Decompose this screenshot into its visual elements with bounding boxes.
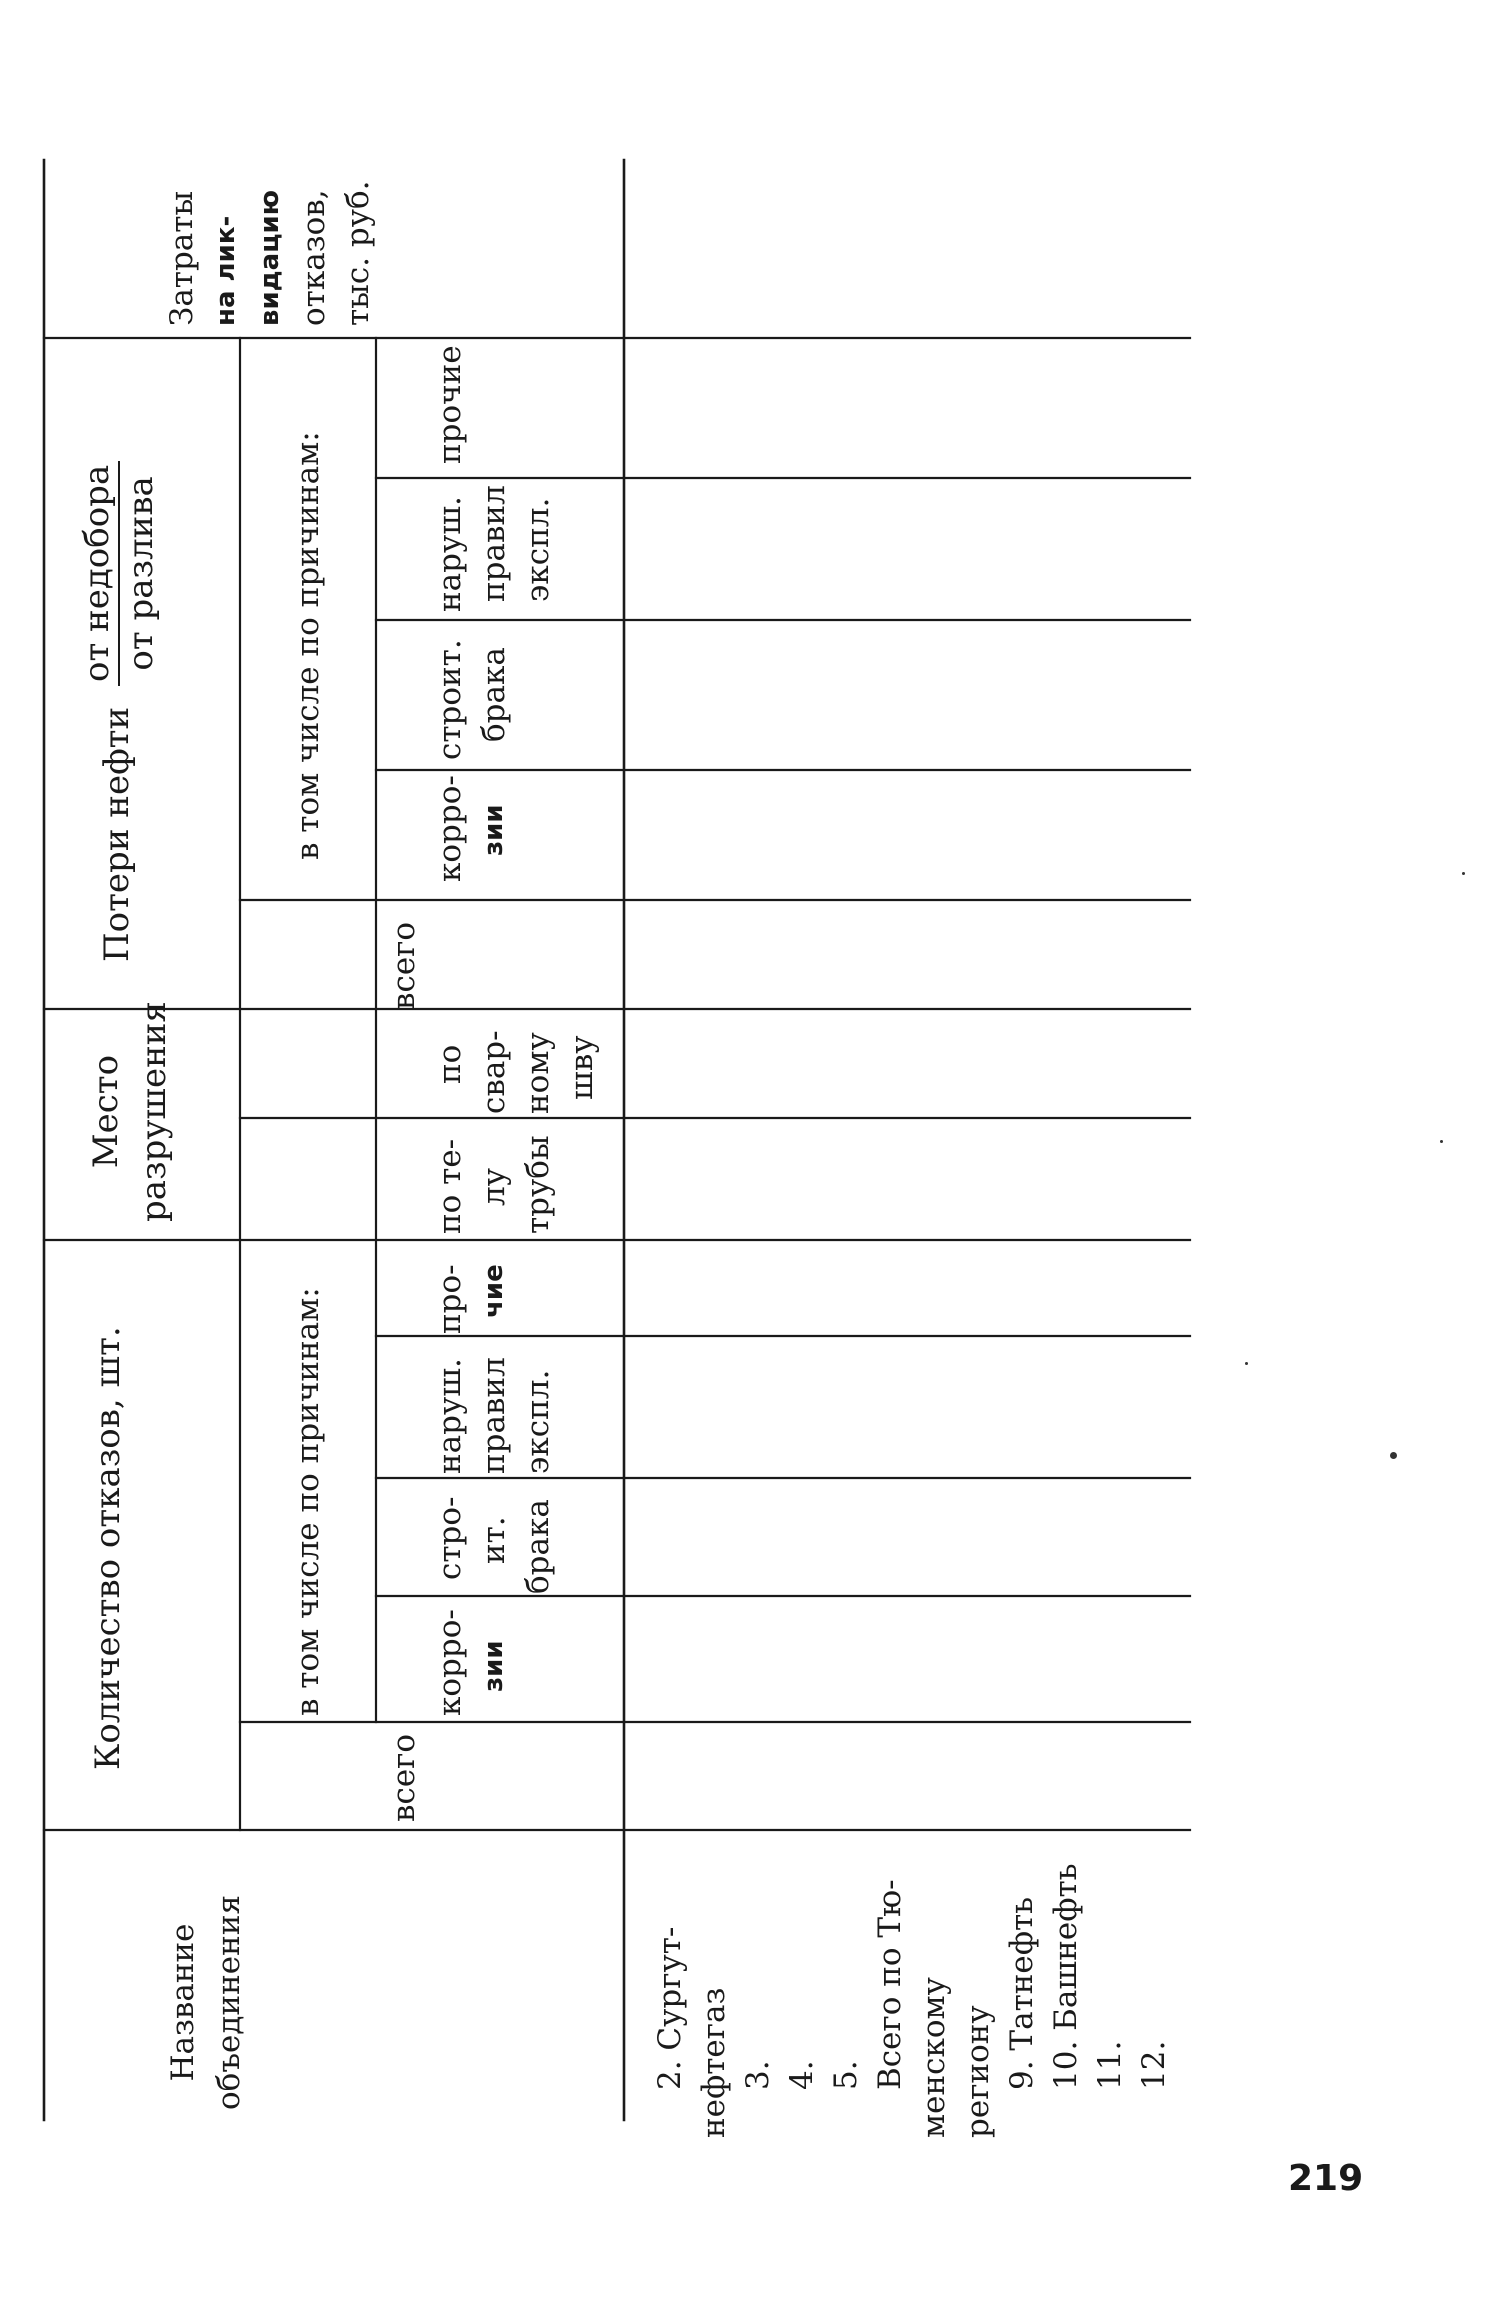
losses-fraction-top: от недобора [76, 461, 120, 686]
location-body-line2: лу [476, 1168, 512, 1206]
losses-title-text: Потери нефти [97, 706, 137, 962]
scan-speck [1390, 1452, 1397, 1459]
failures-title: Количество отказов, шт. [88, 1326, 128, 1770]
name-header-line2: объединения [211, 1894, 247, 2110]
location-body-line1: по те- [432, 1138, 468, 1234]
losses-corrosion-line1: корро- [432, 775, 468, 882]
costs-line3: видацию [255, 190, 285, 326]
losses-corrosion [428, 775, 516, 882]
failures-violation-line3: экспл. [520, 1369, 556, 1474]
location-weld-line2: свар- [476, 1030, 512, 1114]
failures-violation-line2: правил [476, 1357, 512, 1474]
losses-construction [428, 639, 516, 760]
row-line: региону [960, 2005, 996, 2138]
row-names [648, 1863, 1176, 2290]
costs-line5: тыс. руб. [340, 180, 376, 326]
row-line: 10. Башнефть [1048, 1863, 1084, 2090]
row-line: 11. [1092, 2040, 1128, 2090]
failures-other [428, 1264, 516, 1334]
failures-construction-line3: брака [520, 1499, 556, 1594]
failures-violation-line1: наруш. [432, 1358, 468, 1474]
location-title [82, 1001, 178, 1222]
location-body [428, 1135, 560, 1234]
scan-speck [1462, 872, 1465, 875]
losses-including: в том числе по причинам: [290, 431, 326, 860]
scan-speck [1440, 1140, 1443, 1143]
failures-including: в том числе по причинам: [290, 1287, 326, 1716]
location-weld-line1: по [432, 1044, 468, 1084]
costs-header [160, 181, 380, 327]
name-header [160, 1895, 252, 2110]
costs-line4: отказов, [296, 189, 332, 326]
losses-violation [428, 485, 560, 612]
costs-line1: Затраты [164, 190, 200, 326]
row-line: 12. [1136, 2040, 1172, 2090]
location-weld [428, 1030, 604, 1114]
losses-total: всего [386, 921, 422, 1010]
failures-construction [428, 1497, 560, 1595]
failures-violation [428, 1357, 560, 1474]
row-line: 2. Сургут- [652, 1926, 688, 2090]
row-line: 5. [828, 2060, 864, 2090]
name-header-line1: Название [165, 1923, 201, 2082]
failures-other-line1: про- [432, 1264, 468, 1334]
row-line: 4. [784, 2060, 820, 2090]
losses-fraction [76, 461, 162, 686]
losses-construction-line1: строит. [432, 639, 468, 760]
failures-total: всего [386, 1733, 422, 1822]
failures-corrosion-line2: зии [479, 1640, 509, 1692]
location-body-line3: трубы [520, 1135, 556, 1234]
losses-violation-line2: правил [476, 485, 512, 602]
losses-other: прочие [432, 345, 468, 464]
losses-fraction-bottom: от разлива [121, 476, 161, 671]
row-line: менскому [916, 1977, 952, 2138]
row-line: нефтегаз [696, 1987, 732, 2138]
failures-corrosion [428, 1609, 516, 1716]
failures-construction-line1: стро- [432, 1496, 468, 1580]
scan-speck [1245, 1362, 1248, 1365]
location-weld-line4: шву [564, 1035, 600, 1100]
costs-line2: на лик- [211, 215, 241, 326]
row-line: 3. [740, 2060, 776, 2090]
location-title-line1: Место [86, 1054, 126, 1169]
losses-violation-line3: экспл. [520, 497, 556, 602]
page-number: 219 [1288, 2158, 1364, 2199]
losses-corrosion-line2: зии [479, 804, 509, 856]
failures-other-line2: чие [479, 1264, 509, 1318]
row-line: 9. Татнефть [1004, 1896, 1040, 2090]
losses-construction-line2: брака [476, 647, 512, 742]
failures-construction-line2: ит. [476, 1516, 512, 1564]
failures-corrosion-line1: корро- [432, 1609, 468, 1716]
losses-title [76, 461, 162, 962]
location-weld-line3: ному [520, 1032, 556, 1114]
losses-violation-line1: наруш. [432, 496, 468, 612]
location-title-line2: разрушения [134, 1001, 174, 1222]
row-line: Всего по Тю- [872, 1879, 908, 2090]
